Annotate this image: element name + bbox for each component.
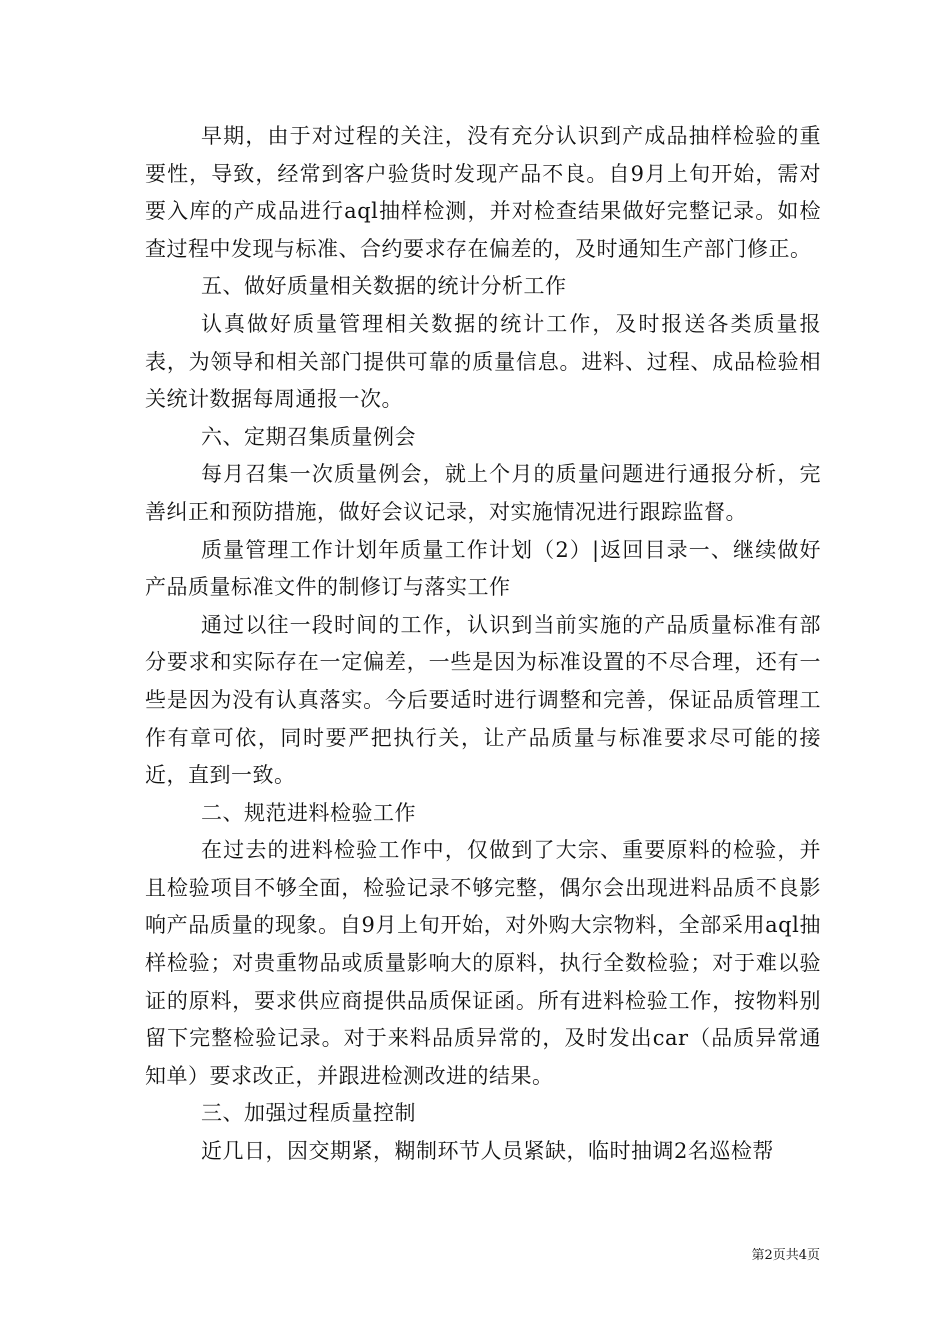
paragraph: 近几日，因交期紧，糊制环节人员紧缺，临时抽调2名巡检帮: [201, 1139, 774, 1164]
paragraph: 认真做好质量管理相关数据的统计工作，及时报送各类质量报表，为领导和相关部门提供可靠的质量信息。进料、过程、成品检验相关统计数据每周通报一次。: [145, 311, 821, 412]
section-heading: 二、规范进料检验工作: [201, 800, 416, 825]
section-heading: 六、定期召集质量例会: [201, 424, 416, 449]
section-heading: 质量管理工作计划年质量工作计划（2）|返回目录一、继续做好产品质量标准文件的制修订与落实工作: [145, 537, 821, 600]
paragraph: 每月召集一次质量例会，就上个月的质量问题进行通报分析，完善纠正和预防措施，做好会议记录，对实施情况进行跟踪监督。: [145, 462, 821, 524]
section-heading: 三、加强过程质量控制: [201, 1101, 416, 1126]
paragraph: 早期，由于对过程的关注，没有充分认识到产成品抽样检验的重要性，导致，经常到客户验货时发现产品不良。自9月上旬开始，需对要入库的产成品进行aql抽样检测，并对检查结果做好完整记录。如检查过程中发现与标准、合约要求存在偏差的，及时通知生产部门修正。: [145, 124, 821, 261]
document-body: [145, 118, 821, 1171]
paragraph: 通过以往一段时间的工作，认识到当前实施的产品质量标准有部分要求和实际存在一定偏差，一些是因为标准设置的不尽合理，还有一些是因为没有认真落实。今后要适时进行调整和完善，保证品质管理工作有章可依，同时要严把执行关，让产品质量与标准要求尽可能的接近，直到一致。: [145, 612, 821, 788]
page-number: 第2页共4页: [751, 1248, 820, 1263]
paragraph: 在过去的进料检验工作中，仅做到了大宗、重要原料的检验，并且检验项目不够全面，检验记录不够完整，偶尔会出现进料品质不良影响产品质量的现象。自9月上旬开始，对外购大宗物料，全部采用aql抽样检验；对贵重物品或质量影响大的原料，执行全数检验；对于难以验证的原料，要求供应商提供品质保证函。所有进料检验工作，按物料别留下完整检验记录。对于来料品质异常的，及时发出car（品质异常通知单）要求改正，并跟进检测改进的结果。: [145, 838, 821, 1088]
section-heading: 五、做好质量相关数据的统计分析工作: [201, 274, 567, 299]
